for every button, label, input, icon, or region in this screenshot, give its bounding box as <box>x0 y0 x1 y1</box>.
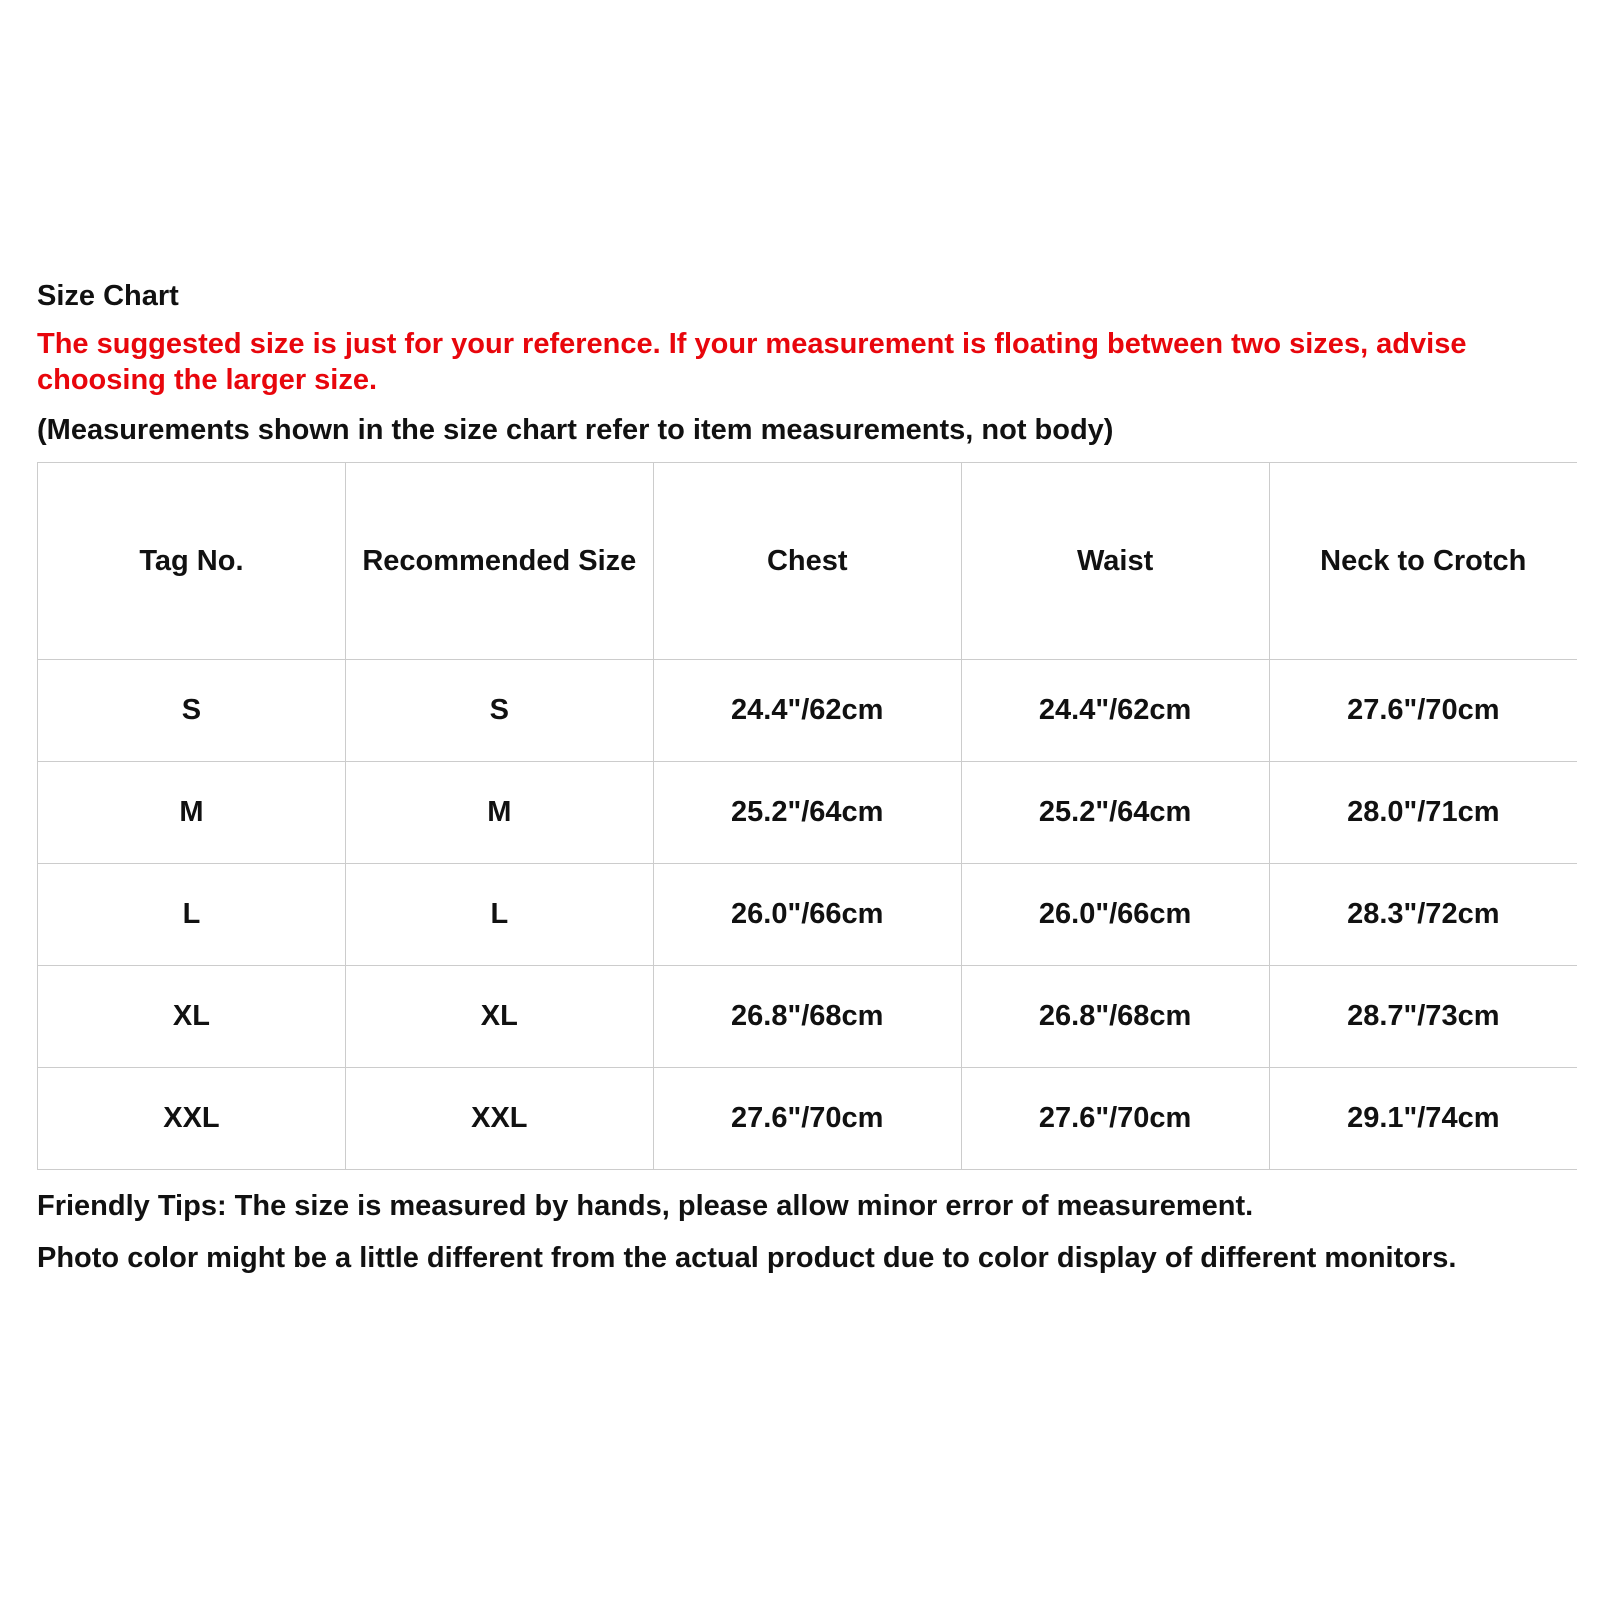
size-chart-section <box>37 278 1577 1284</box>
header-tag-no: Tag No. <box>38 463 346 660</box>
photo-color-note: Photo color might be a little different from the actual product due to color display of different monitors. <box>37 1242 1457 1274</box>
cell-recommended-size: M <box>345 762 653 864</box>
table-row <box>38 1068 1578 1170</box>
header-recommended-size-label: Recommended Size <box>362 545 637 577</box>
cell-chest: 26.8"/68cm <box>653 966 961 1068</box>
header-waist: Waist <box>961 463 1269 660</box>
table-row <box>38 762 1578 864</box>
cell-waist: 26.8"/68cm <box>961 966 1269 1068</box>
cell-neck-to-crotch: 28.0"/71cm <box>1269 762 1577 864</box>
cell-waist: 24.4"/62cm <box>961 660 1269 762</box>
header-recommended-size <box>345 463 653 660</box>
cell-neck-to-crotch: 29.1"/74cm <box>1269 1068 1577 1170</box>
cell-neck-to-crotch: 27.6"/70cm <box>1269 660 1577 762</box>
cell-chest: 26.0"/66cm <box>653 864 961 966</box>
cell-recommended-size: XL <box>345 966 653 1068</box>
table-row <box>38 660 1578 762</box>
cell-neck-to-crotch: 28.7"/73cm <box>1269 966 1577 1068</box>
header-neck-to-crotch: Neck to Crotch <box>1269 463 1577 660</box>
cell-recommended-size: L <box>345 864 653 966</box>
cell-tag-no: XXL <box>38 1068 346 1170</box>
table-header-row <box>38 463 1578 660</box>
table-row <box>38 864 1578 966</box>
cell-tag-no: L <box>38 864 346 966</box>
cell-waist: 25.2"/64cm <box>961 762 1269 864</box>
cell-chest: 24.4"/62cm <box>653 660 961 762</box>
page-title: Size Chart <box>37 280 179 312</box>
cell-chest: 25.2"/64cm <box>653 762 961 864</box>
cell-neck-to-crotch: 28.3"/72cm <box>1269 864 1577 966</box>
tips-section <box>37 1180 1577 1284</box>
size-table <box>37 462 1577 1170</box>
cell-tag-no: M <box>38 762 346 864</box>
cell-waist: 27.6"/70cm <box>961 1068 1269 1170</box>
cell-chest: 27.6"/70cm <box>653 1068 961 1170</box>
size-warning: The suggested size is just for your reference. If your measurement is floating between two sizes, advise choosing the larger size. <box>37 328 1467 396</box>
cell-recommended-size: XXL <box>345 1068 653 1170</box>
friendly-tips-text: Friendly Tips: The size is measured by hands, please allow minor error of measurement. <box>37 1190 1254 1222</box>
cell-tag-no: S <box>38 660 346 762</box>
table-row <box>38 966 1578 1068</box>
cell-recommended-size: S <box>345 660 653 762</box>
cell-tag-no: XL <box>38 966 346 1068</box>
measurement-note: (Measurements shown in the size chart refer to item measurements, not body) <box>37 414 1114 446</box>
cell-waist: 26.0"/66cm <box>961 864 1269 966</box>
header-chest: Chest <box>653 463 961 660</box>
